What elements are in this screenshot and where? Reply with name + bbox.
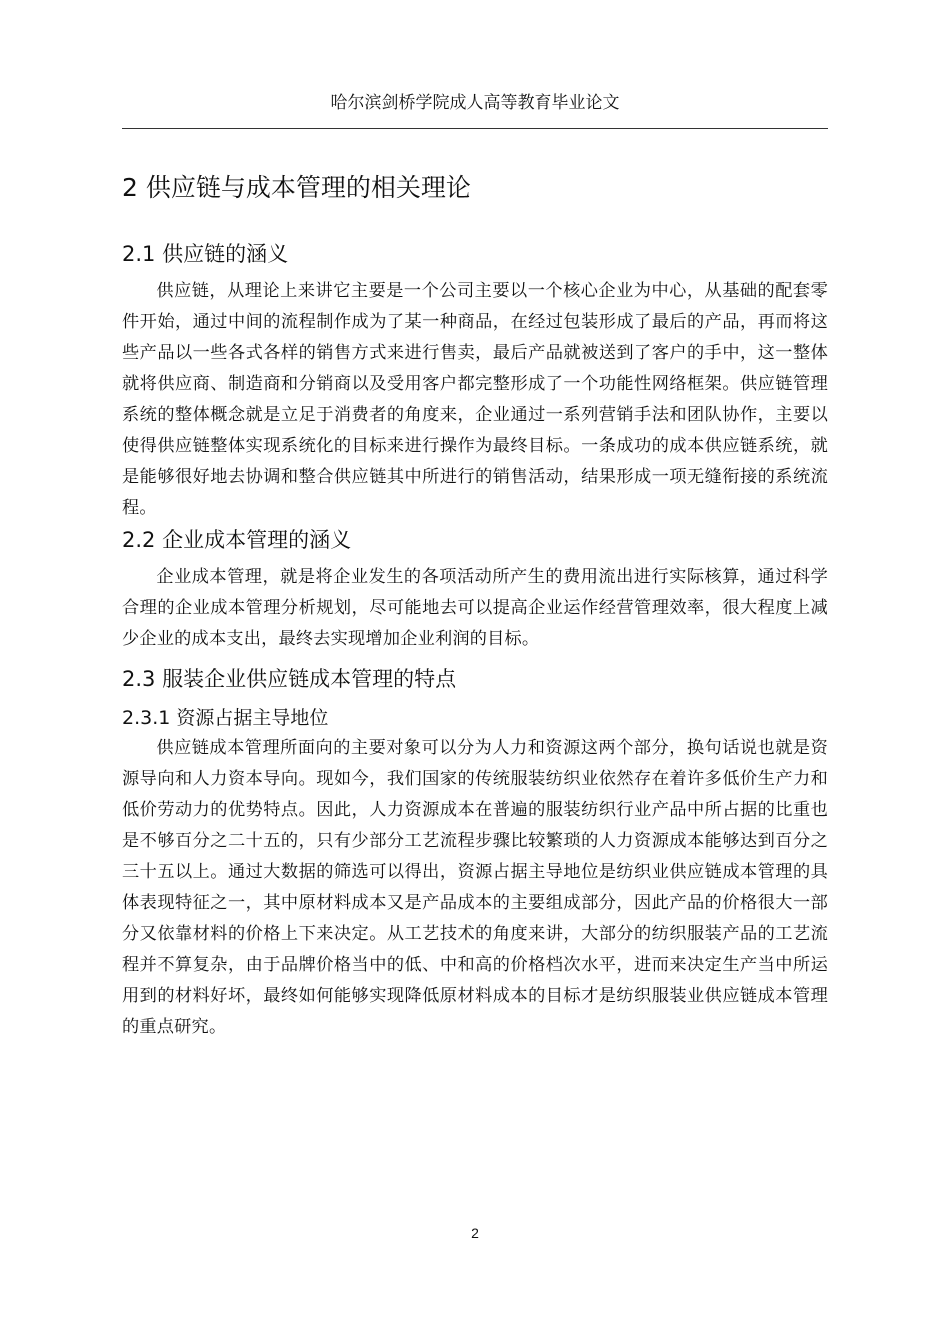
running-header: 哈尔滨剑桥学院成人高等教育毕业论文 bbox=[330, 93, 620, 113]
subsection-title-2-3-1: 2.3.1 资源占据主导地位 bbox=[122, 707, 329, 729]
section-title-2-2: 2.2 企业成本管理的涵义 bbox=[122, 528, 352, 552]
section-2-1-paragraph: 供应链，从理论上来讲它主要是一个公司主要以一个核心企业为中心，从基础的配套零件开始，通过中间的流程制作成为了某一种商品，在经过包装形成了最后的产品，再而将这些产品以一些各式各样的销售方式来进行售卖，最后产品就被送到了客户的手中，这一整体就将供应商、制造商和分销商以及受用客户都完整形成了一个功能性网络框架。供应链管理系统的整体概念就是立足于消费者的角度来，企业通过一系列营销手法和团队协作，主要以使得供应链整体实现系统化的目标来进行操作为最终目标。一条成功的成本供应链系统，就是能够很好地去协调和整合供应链其中所进行的销售活动，结果形成一项无缝衔接的系统流程。 bbox=[122, 281, 828, 518]
page-content bbox=[122, 168, 828, 1043]
section-2-2-paragraph: 企业成本管理，就是将企业发生的各项活动所产生的费用流出进行实际核算，通过科学合理的企业成本管理分析规划，尽可能地去可以提高企业运作经营管理效率，很大程度上减少企业的成本支出，最终去实现增加企业利润的目标。 bbox=[122, 567, 828, 649]
chapter-title: 2 供应链与成本管理的相关理论 bbox=[122, 173, 471, 202]
header-divider bbox=[122, 128, 828, 129]
page-number: 2 bbox=[471, 1225, 479, 1241]
section-title-2-1: 2.1 供应链的涵义 bbox=[122, 242, 289, 266]
subsection-2-3-1-paragraph: 供应链成本管理所面向的主要对象可以分为人力和资源这两个部分，换句话说也就是资源导向和人力资本导向。现如今，我们国家的传统服装纺织业依然存在着许多低价生产力和低价劳动力的优势特点。因此，人力资源成本在普遍的服装纺织行业产品中所占据的比重也是不够百分之二十五的，只有少部分工艺流程步骤比较繁琐的人力资源成本能够达到百分之三十五以上。通过大数据的筛选可以得出，资源占据主导地位是纺织业供应链成本管理的具体表现特征之一，其中原材料成本又是产品成本的主要组成部分，因此产品的价格很大一部分又依靠材料的价格上下来决定。从工艺技术的角度来讲，大部分的纺织服装产品的工艺流程并不算复杂，由于品牌价格当中的低、中和高的价格档次水平，进而来决定生产当中所运用到的材料好坏，最终如何能够实现降低原材料成本的目标才是纺织服装业供应链成本管理的重点研究。 bbox=[122, 738, 828, 1037]
section-title-2-3: 2.3 服装企业供应链成本管理的特点 bbox=[122, 667, 457, 691]
